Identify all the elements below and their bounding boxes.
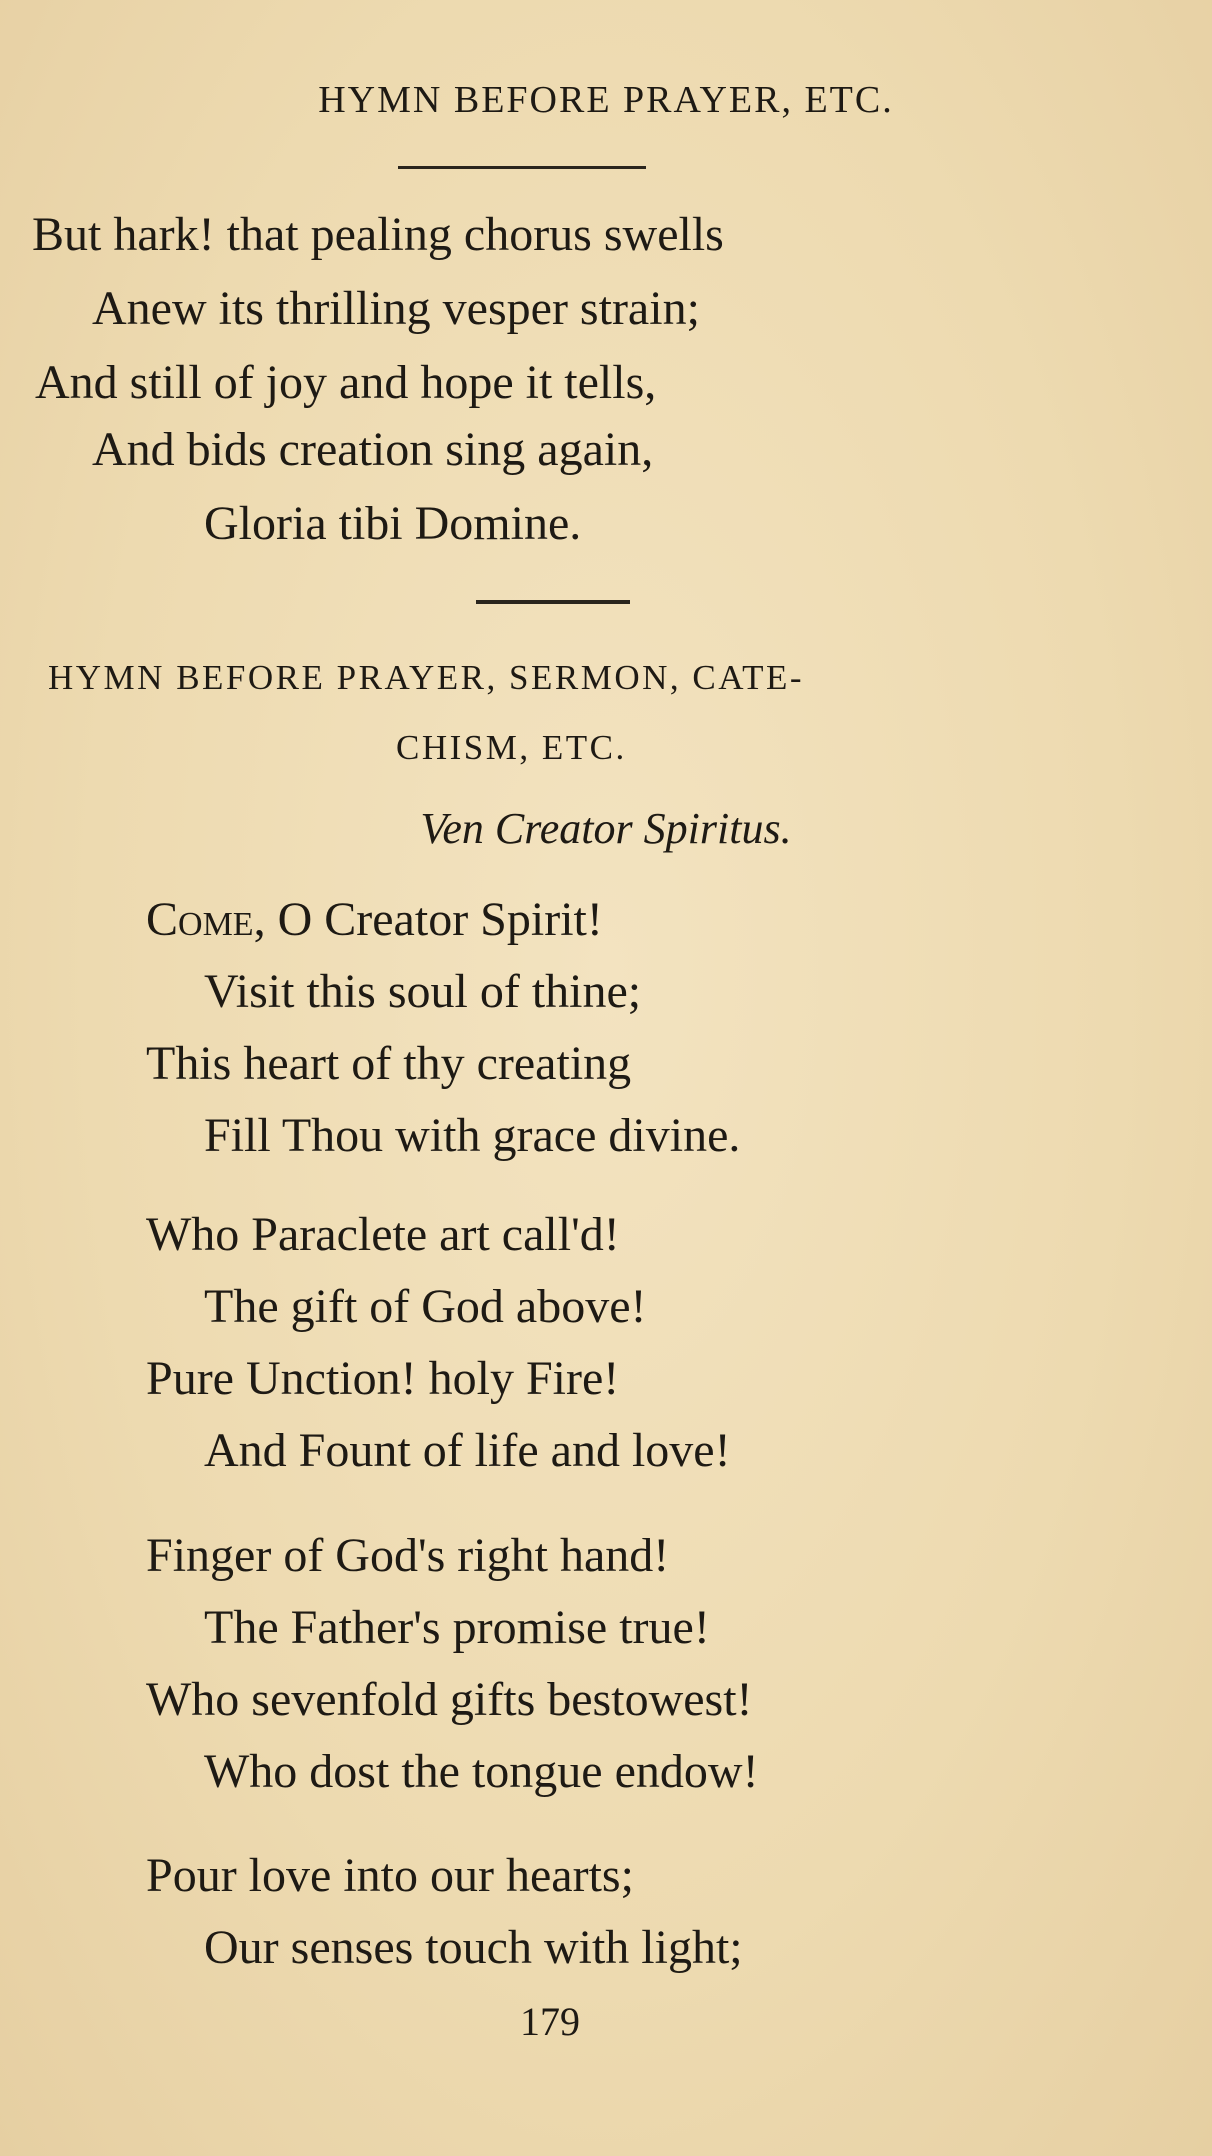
stanza-1-line-3: This heart of thy creating [146,1037,632,1090]
stanza-2-line-2: The gift of God above! [204,1280,647,1333]
section-title-line-1: HYMN BEFORE PRAYER, SERMON, CATE- [48,658,805,697]
page-number: 179 [520,1999,580,2044]
hymn-subtitle: Ven Creator Spiritus. [420,804,792,853]
stanza-1-first-word: Come, [146,893,266,946]
stanza-1-line-4: Fill Thou with grace divine. [204,1109,741,1162]
prev-stanza-line-3: And still of joy and hope it tells, [35,356,657,409]
stanza-3-line-4: Who dost the tongue endow! [204,1745,759,1798]
stanza-2-line-4: And Fount of life and love! [204,1424,731,1477]
stanza-1-line-1 [146,890,603,950]
stanza-2-line-1: Who Paraclete art call'd! [146,1208,620,1261]
section-title-line-2: CHISM, ETC. [396,728,627,767]
running-head: HYMN BEFORE PRAYER, ETC. [318,79,894,121]
prev-stanza-line-4: And bids creation sing again, [92,423,654,476]
stanza-3-line-2: The Father's promise true! [204,1601,710,1654]
stanza-1-line-2: Visit this soul of thine; [204,965,642,1018]
stanza-1-line-1-rest: O Creator Spirit! [265,893,603,946]
header-rule [398,166,646,169]
prev-stanza-line-1: But hark! that pealing chorus swells [32,208,724,261]
section-divider [476,600,630,604]
stanza-4-line-1: Pour love into our hearts; [146,1849,634,1902]
stanza-4-line-2: Our senses touch with light; [204,1921,743,1974]
stanza-3-line-3: Who sevenfold gifts bestowest! [146,1673,753,1726]
stanza-2-line-3: Pure Unction! holy Fire! [146,1352,620,1405]
stanza-3-line-1: Finger of God's right hand! [146,1529,670,1582]
prev-stanza-line-5: Gloria tibi Domine. [204,497,582,550]
prev-stanza-line-2: Anew its thrilling vesper strain; [92,282,700,335]
